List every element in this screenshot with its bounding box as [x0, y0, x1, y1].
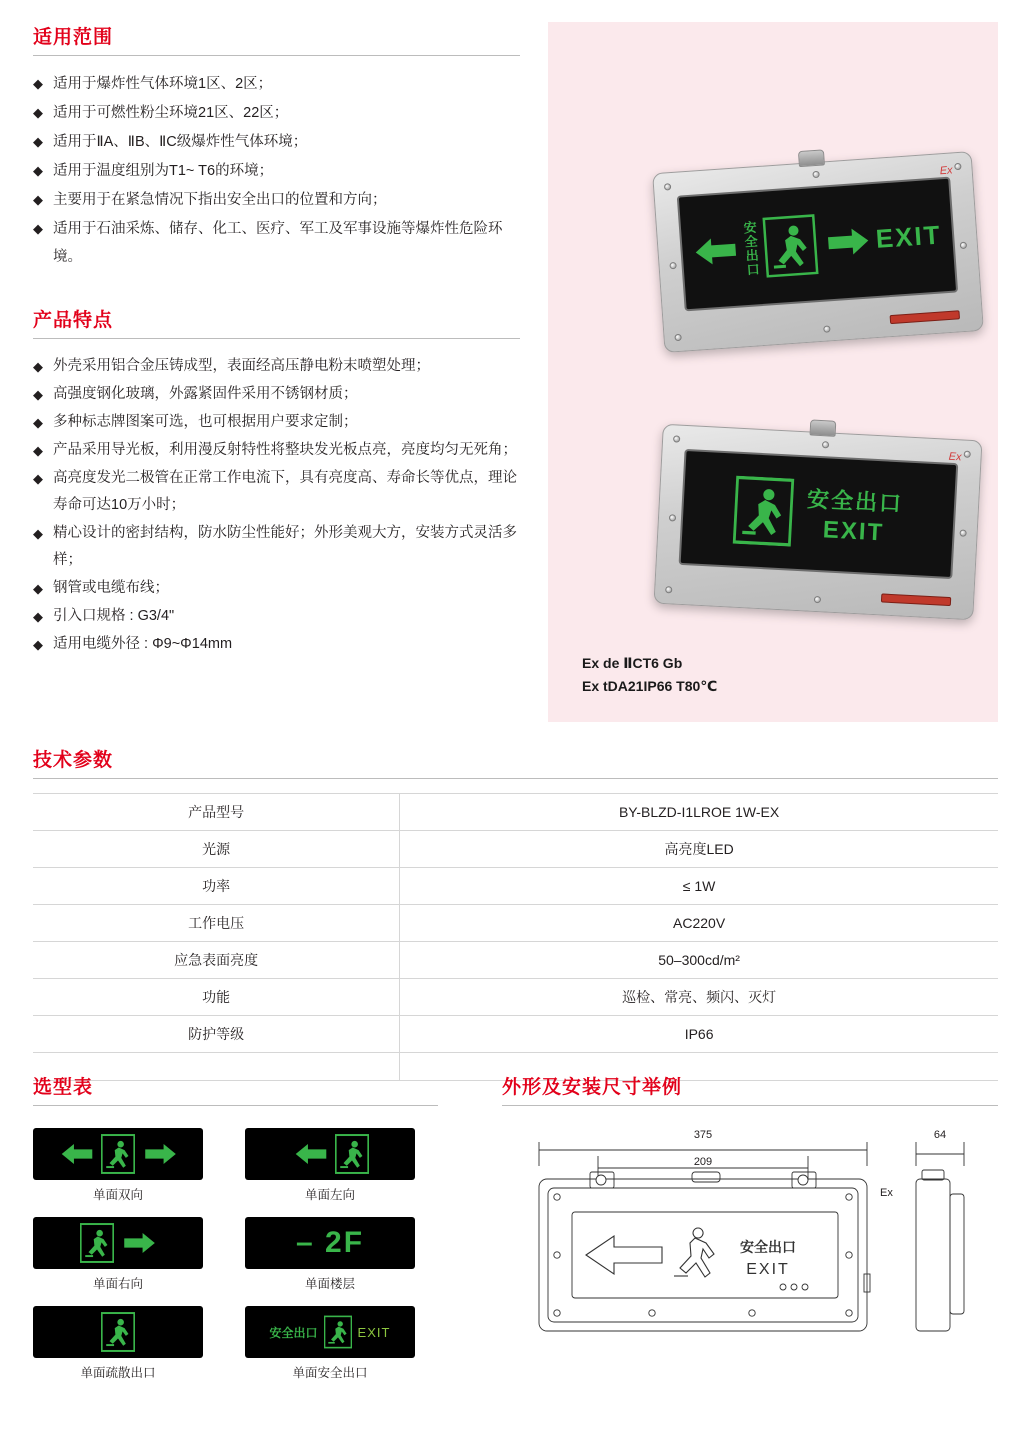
ex-marking-label: Ex: [880, 1187, 893, 1199]
list-item: [33, 157, 520, 185]
param-key: 光源: [33, 831, 400, 868]
param-value: ≤ 1W: [400, 868, 998, 905]
feature-item-text: 高强度钢化玻璃，外露紧固件采用不锈钢材质；: [53, 386, 358, 402]
certification-line-1: Ex de ⅡCT6 Gb: [582, 655, 683, 671]
list-item: [33, 465, 520, 519]
selection-caption: 单面安全出口: [292, 1366, 368, 1380]
product-photo-panel: [548, 22, 998, 722]
sign-text-exit: EXIT: [357, 1324, 391, 1340]
param-key: 功能: [33, 979, 400, 1016]
features-list: [33, 353, 520, 658]
selection-caption: 单面双向: [92, 1188, 143, 1202]
sign-text-safety-exit: 安全出口: [269, 1325, 318, 1340]
ex-marking-label: Ex: [939, 164, 953, 177]
table-row: [33, 1016, 998, 1053]
list-item: [33, 70, 520, 98]
list-item: [33, 381, 520, 408]
param-key: 功率: [33, 868, 400, 905]
list-item: [33, 128, 520, 156]
tech-params-table: [33, 793, 998, 1081]
selection-caption: 单面楼层: [304, 1277, 355, 1291]
product-photo-exit-sign-bidirectional: [652, 151, 984, 353]
selection-option-safety-exit[interactable]: [245, 1306, 415, 1389]
sign-preview: [33, 1217, 203, 1269]
diamond-bullet-icon: ◆: [33, 163, 43, 178]
features-section: [33, 305, 520, 658]
features-section-title: 产品特点: [33, 305, 520, 339]
dimension-drawing: [502, 1124, 998, 1359]
table-row: [33, 942, 998, 979]
running-man-icon: [335, 1134, 369, 1174]
screw-group: [655, 425, 982, 619]
diamond-bullet-icon: ◆: [33, 637, 43, 652]
param-key: 工作电压: [33, 905, 400, 942]
certification-line-2: Ex tDA21IP66 T80℃: [582, 678, 718, 694]
feature-item-text: 适用电缆外径 : Φ9~Φ14mm: [53, 636, 233, 652]
sign-preview: [245, 1128, 415, 1180]
sign-text-exit: EXIT: [822, 516, 885, 547]
scope-item-text: 适用于ⅡA、ⅡB、ⅡC级爆炸性气体环境；: [53, 134, 308, 150]
sign-text-safety-exit: 安全出口: [806, 486, 904, 517]
dimension-width-overall: 375: [693, 1129, 713, 1141]
param-value: AC220V: [400, 905, 998, 942]
diamond-bullet-icon: ◆: [33, 609, 43, 624]
table-row: [33, 868, 998, 905]
scope-section-title: 适用范围: [33, 22, 520, 56]
list-item: [33, 631, 520, 658]
list-item: [33, 520, 520, 574]
selection-section-title: 选型表: [33, 1072, 438, 1106]
arrow-left-icon: [58, 1141, 96, 1167]
list-item: [33, 603, 520, 630]
sign-preview: [33, 1128, 203, 1180]
selection-caption: 单面疏散出口: [80, 1366, 156, 1380]
selection-option-right[interactable]: [33, 1217, 203, 1300]
dimension-width-mount: 209: [693, 1156, 713, 1168]
selection-caption: 单面右向: [92, 1277, 143, 1291]
param-value: BY-BLZD-I1LROE 1W-EX: [400, 794, 998, 831]
scope-list: [33, 70, 520, 271]
feature-item-text: 精心设计的密封结构，防水防尘性能好；外形美观大方，安装方式灵活多样；: [53, 525, 517, 568]
floor-number-text: – 2F: [295, 1226, 365, 1259]
sign-preview: [33, 1306, 203, 1358]
diamond-bullet-icon: ◆: [33, 221, 43, 236]
feature-item-text: 产品采用导光板，利用漫反射特性将整块发光板点亮，亮度均匀无死角；: [53, 442, 517, 458]
selection-option-left[interactable]: [245, 1128, 415, 1211]
diamond-bullet-icon: ◆: [33, 387, 43, 402]
scope-item-text: 适用于石油采炼、储存、化工、医疗、军工及军事设施等爆炸性危险环境。: [53, 221, 503, 265]
selection-caption: 单面左向: [304, 1188, 355, 1202]
list-item: [33, 186, 520, 214]
feature-item-text: 高亮度发光二极管在正常工作电流下，具有亮度高、寿命长等优点，理论寿命可达10万小时；: [53, 470, 517, 513]
dimension-svg: [502, 1124, 998, 1354]
sign-text-exit: EXIT: [874, 219, 943, 255]
dimension-section-title: 外形及安装尺寸举例: [502, 1072, 998, 1106]
diamond-bullet-icon: ◆: [33, 581, 43, 596]
param-value: IP66: [400, 1016, 998, 1053]
dimension-drawing-section: [502, 1072, 998, 1359]
param-value: 高亮度LED: [400, 831, 998, 868]
selection-table-section: [33, 1072, 438, 1389]
scope-item-text: 适用于爆炸性气体环境1区、2区；: [53, 76, 273, 92]
arrow-right-icon: [140, 1141, 178, 1167]
dimension-depth: 64: [933, 1129, 947, 1141]
list-item: [33, 409, 520, 436]
selection-option-bidirectional[interactable]: [33, 1128, 203, 1211]
list-item: [33, 215, 520, 271]
diamond-bullet-icon: ◆: [33, 471, 43, 486]
running-man-icon: [101, 1134, 135, 1174]
scope-item-text: 主要用于在紧急情况下指出安全出口的位置和方向；: [53, 192, 387, 208]
arrow-left-icon: [292, 1141, 330, 1167]
selection-grid: [33, 1128, 438, 1389]
arrow-right-icon: [119, 1230, 157, 1256]
running-man-icon: [324, 1315, 352, 1349]
certification-block: [582, 652, 717, 698]
scope-item-text: 适用于可燃性粉尘环境21区、22区；: [53, 105, 289, 121]
running-man-icon: [101, 1312, 135, 1352]
sign-preview: [245, 1306, 415, 1358]
diamond-bullet-icon: ◆: [33, 359, 43, 374]
feature-item-text: 钢管或电缆布线；: [53, 580, 169, 596]
tech-section-title: 技术参数: [33, 745, 998, 779]
sign-text-exit: EXIT: [746, 1261, 790, 1278]
selection-option-evacuation[interactable]: [33, 1306, 203, 1389]
feature-item-text: 引入口规格 : G3/4": [53, 608, 175, 624]
list-item: [33, 99, 520, 127]
tech-params-section: [33, 745, 998, 1081]
diamond-bullet-icon: ◆: [33, 526, 43, 541]
diamond-bullet-icon: ◆: [33, 134, 43, 149]
param-value: 巡检、常亮、频闪、灭灯: [400, 979, 998, 1016]
list-item: [33, 575, 520, 602]
diamond-bullet-icon: ◆: [33, 105, 43, 120]
diamond-bullet-icon: ◆: [33, 76, 43, 91]
table-row: [33, 794, 998, 831]
diamond-bullet-icon: ◆: [33, 192, 43, 207]
left-column: [33, 22, 520, 659]
selection-option-floor[interactable]: [245, 1217, 415, 1300]
param-value: 50–300cd/m²: [400, 942, 998, 979]
scope-item-text: 适用于温度组别为T1~ T6的环境；: [53, 163, 274, 179]
table-row: [33, 831, 998, 868]
list-item: [33, 353, 520, 380]
feature-item-text: 多种标志牌图案可选，也可根据用户要求定制；: [53, 414, 358, 430]
ex-marking-label: Ex: [948, 450, 962, 464]
param-key: 防护等级: [33, 1016, 400, 1053]
sign-text-safety-exit: 安全出口: [741, 220, 761, 278]
param-key: 产品型号: [33, 794, 400, 831]
diamond-bullet-icon: ◆: [33, 415, 43, 430]
table-row: [33, 905, 998, 942]
diamond-bullet-icon: ◆: [33, 443, 43, 458]
param-key: 应急表面亮度: [33, 942, 400, 979]
feature-item-text: 外壳采用铝合金压铸成型，表面经高压静电粉末喷塑处理；: [53, 358, 430, 374]
sign-text-safety-exit: 安全出口: [740, 1239, 796, 1255]
screw-group: [653, 152, 983, 352]
table-row: [33, 979, 998, 1016]
sign-preview: [245, 1217, 415, 1269]
product-photo-exit-sign-plain: [654, 424, 983, 621]
list-item: [33, 437, 520, 464]
running-man-icon: [80, 1223, 114, 1263]
